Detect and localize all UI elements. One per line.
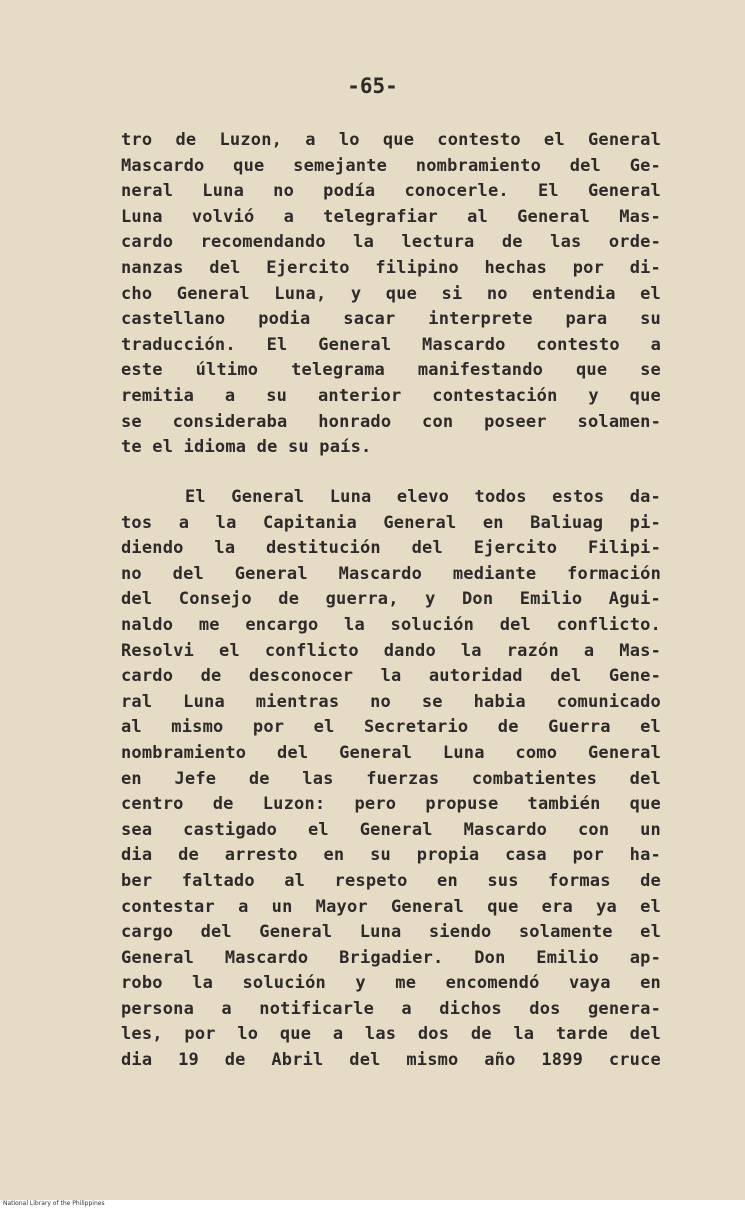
text-line: contestar a un Mayor General que era ya el bbox=[121, 896, 661, 917]
text-line: robo la solución y me encomendó vaya en bbox=[121, 973, 661, 994]
text-line: al mismo por el Secretario de Guerra el bbox=[121, 717, 661, 738]
text-line: Mascardo que semejante nombramiento del Ge- bbox=[121, 155, 661, 176]
text-line: naldo me encargo la solución del conflicto. bbox=[121, 614, 661, 635]
text-line: te el idioma de su país. bbox=[121, 437, 372, 458]
text-line: ber faltado al respeto en sus formas de bbox=[121, 870, 661, 891]
text-line: nombramiento del General Luna como General bbox=[121, 742, 661, 763]
text-line: neral Luna no podía conocerle. El General bbox=[121, 181, 661, 202]
text-line: en Jefe de las fuerzas combatientes del bbox=[121, 768, 661, 789]
text-line: este último telegrama manifestando que se bbox=[121, 360, 661, 381]
paragraph-2 bbox=[121, 485, 661, 1074]
text-line: cargo del General Luna siendo solamente el bbox=[121, 922, 661, 943]
text-line: no del General Mascardo mediante formación bbox=[121, 563, 661, 584]
text-line: persona a notificarle a dichos dos genera- bbox=[121, 998, 661, 1019]
text-line: se consideraba honrado con poseer solamen- bbox=[121, 411, 661, 432]
text-line: Luna volvió a telegrafiar al General Mas- bbox=[121, 206, 661, 227]
text-line: cardo recomendando la lectura de las orde- bbox=[121, 232, 661, 253]
text-line: traducción. El General Mascardo contesto a bbox=[121, 334, 661, 355]
text-line: centro de Luzon: pero propuse también que bbox=[121, 794, 661, 815]
text-line: sea castigado el General Mascardo con un bbox=[121, 819, 661, 840]
text-line: Resolvi el conflicto dando la razón a Mas- bbox=[121, 640, 661, 661]
text-line: El General Luna elevo todos estos da- bbox=[185, 487, 661, 507]
text-line: nanzas del Ejercito filipino hechas por di- bbox=[121, 257, 661, 278]
text-line: ral Luna mientras no se habia comunicado bbox=[121, 691, 661, 712]
page-number: -65- bbox=[347, 74, 398, 98]
text-line: diendo la destitución del Ejercito Filipi- bbox=[121, 538, 661, 559]
text-line: General Mascardo Brigadier. Don Emilio ap- bbox=[121, 947, 661, 968]
library-credit: National Library of the Philippines bbox=[3, 1200, 105, 1207]
text-line: cardo de desconocer la autoridad del Gene- bbox=[121, 666, 661, 687]
paragraph-1 bbox=[121, 128, 661, 461]
text-line: tro de Luzon, a lo que contesto el General bbox=[121, 130, 661, 150]
text-line: castellano podia sacar interprete para su bbox=[121, 309, 661, 330]
paragraph-text bbox=[121, 485, 661, 1074]
text-line: remitia a su anterior contestación y que bbox=[121, 385, 661, 406]
text-line: del Consejo de guerra, y Don Emilio Agui- bbox=[121, 589, 661, 610]
text-line: dia de arresto en su propia casa por ha- bbox=[121, 845, 661, 866]
paragraph-text bbox=[121, 128, 661, 461]
text-line: les, por lo que a las dos de la tarde del bbox=[121, 1024, 661, 1045]
text-line: dia 19 de Abril del mismo año 1899 cruce bbox=[121, 1050, 661, 1071]
text-line: tos a la Capitania General en Baliuag pi- bbox=[121, 512, 661, 533]
text-line: cho General Luna, y que si no entendia el bbox=[121, 283, 661, 304]
